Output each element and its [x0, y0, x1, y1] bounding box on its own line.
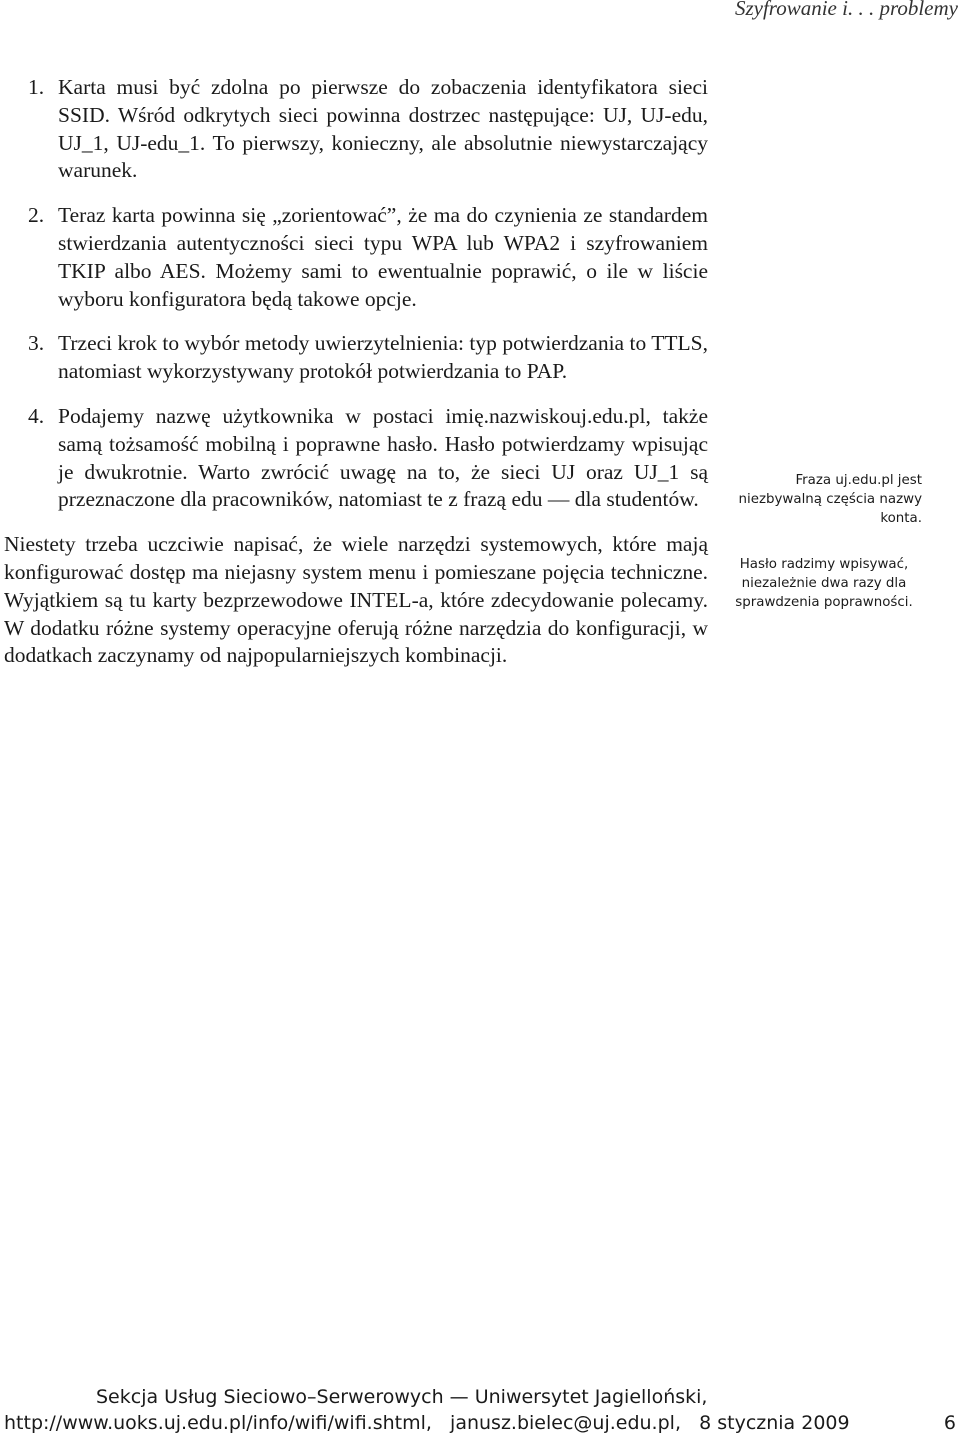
footer-affiliation: Sekcja Usług Sieciowo–Serwerowych — Uniwersytet Jagielloński, — [96, 1386, 708, 1408]
page-number: 6 — [943, 1412, 956, 1434]
list-item-number: 1. — [28, 75, 45, 99]
footer-contact: http://www.uoks.uj.edu.pl/info/wifi/wifi.shtml, janusz.bielec@uj.edu.pl, 8 stycznia 2009 — [4, 1412, 850, 1434]
running-header: Szyfrowanie i. . . problemy — [734, 0, 958, 20]
list-item-number: 3. — [28, 331, 45, 356]
list-item-number: 2. — [28, 203, 45, 228]
list-item-text: Karta musi być zdolna po pierwsze do zobaczenia identyfikatora sieci SSID. Wśród odkrytych sieci powinna dostrzec następujące: UJ, UJ-edu, UJ_1, UJ-edu_1. To pierwszy, konieczny, ale absolutnie niewystarczający warunek. — [58, 75, 708, 183]
list-item — [4, 202, 708, 313]
list-item — [4, 74, 708, 185]
body-paragraph: Niestety trzeba uczciwie napisać, że wiele narzędzi systemowych, które mają konfigurować dostęp ma niejasny system menu i pomieszane pojęcia techniczne. Wyjątkiem są tu karty bezprzewodowe INTEL-a, które zdecydowanie polecamy. W dodatku różne systemy operacyjne oferują różne narzędzia do konfiguracji, w dodatkach zaczynamy od najpopularniejszych kombinacji. — [4, 532, 708, 668]
list-item-text: Podajemy nazwę użytkownika w postaci imię.nazwiskouj.edu.pl, także samą tożsamość mobilną i poprawne hasło. Hasło potwierdzamy wpisując je dwukrotnie. Warto zwrócić uwagę na to, że sieci UJ oraz UJ_1 są przeznaczone dla pracowników, natomiast te z frazą edu — dla studentów. — [58, 403, 708, 512]
list-item — [4, 403, 708, 514]
list-item — [4, 330, 708, 386]
steps-list — [4, 74, 708, 514]
main-text — [4, 74, 708, 670]
margin-note-username: Fraza uj.edu.pl jest niezbywalną częścia nazwy konta. — [738, 473, 922, 526]
list-item-text: Trzeci krok to wybór metody uwierzytelnienia: typ potwierdzania to TTLS, natomiast wykorzystywany protokół potwierdzania to PAP. — [58, 331, 708, 384]
list-item-number: 4. — [28, 403, 45, 428]
margin-note-password: Hasło radzimy wpisywać, niezależnie dwa razy dla sprawdzenia poprawności. — [735, 557, 913, 610]
list-item-text: Teraz karta powinna się „zorientować”, że ma do czynienia ze standardem stwierdzania autentyczności sieci typu WPA lub WPA2 i szyfrowaniem TKIP albo AES. Możemy sami to ewentualnie poprawić, o ile w liście wyboru konfiguratora będą takowe opcje. — [58, 203, 708, 311]
